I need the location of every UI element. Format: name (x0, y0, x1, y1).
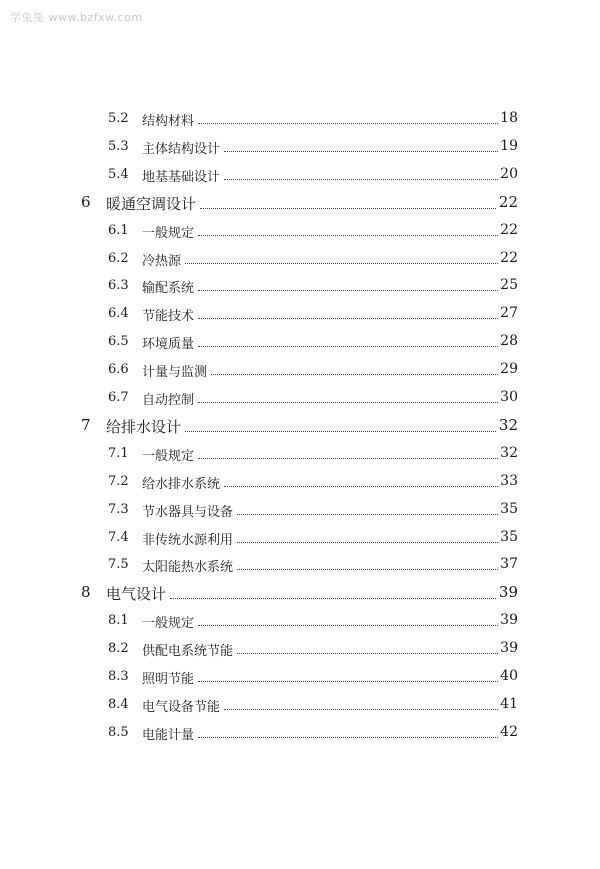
toc-leader-dots (198, 123, 500, 124)
toc-entry-page: 30 (500, 389, 518, 405)
toc-entry-page: 22 (498, 192, 518, 211)
watermark: 学兔兔 www.bzfxw.com (10, 11, 143, 24)
toc-entry-number: 7.2 (108, 473, 129, 489)
toc-entry[interactable] (0, 610, 600, 630)
toc-entry-number: 6.3 (108, 278, 129, 294)
toc-entry-number: 7.1 (108, 445, 129, 461)
toc-entry-title: 自动控制 (142, 389, 196, 408)
toc-leader-dots (185, 431, 500, 432)
toc-leader-dots (198, 681, 500, 682)
toc-entry-page: 27 (500, 305, 518, 322)
toc-entry-number: 6 (81, 192, 91, 211)
toc-entry[interactable] (0, 554, 600, 574)
toc-entry-title: 冷热源 (142, 250, 183, 269)
toc-leader-dots (211, 374, 500, 375)
toc-entry[interactable] (0, 471, 600, 491)
toc-entry-title: 非传统水源利用 (142, 529, 235, 548)
toc-entry[interactable] (0, 275, 600, 295)
toc-leader-dots (198, 625, 500, 626)
toc-entry[interactable] (0, 694, 600, 714)
toc-entry-number: 6.2 (108, 250, 129, 266)
toc-entry-title: 主体结构设计 (142, 138, 222, 157)
toc-entry-page: 22 (500, 249, 518, 266)
toc-entry-page: 28 (500, 333, 518, 350)
toc-entry-title: 照明节能 (142, 668, 196, 687)
toc-entry-number: 8.5 (108, 724, 129, 740)
toc-entry-title: 给排水设计 (106, 417, 182, 436)
toc-entry-page: 39 (498, 583, 518, 602)
toc-entry-title: 地基基础设计 (142, 166, 222, 185)
toc-entry-page: 39 (500, 612, 518, 629)
toc-leader-dots (237, 514, 500, 515)
toc-entry-number: 8.4 (108, 696, 129, 712)
toc-entry[interactable] (0, 108, 600, 128)
toc-leader-dots (198, 402, 500, 403)
toc-entry-number: 7.3 (108, 501, 129, 517)
toc-entry-title: 供配电系统节能 (142, 640, 235, 659)
toc-leader-dots (224, 486, 500, 487)
toc-leader-dots (198, 290, 500, 291)
toc-entry[interactable] (0, 220, 600, 240)
toc-entry-title: 电气设计 (106, 585, 167, 604)
toc-entry[interactable] (0, 443, 600, 463)
toc-entry-number: 6.7 (108, 390, 129, 405)
toc-leader-dots (185, 263, 500, 264)
toc-entry-title: 给水排水系统 (142, 473, 222, 492)
toc-entry-number: 8.1 (108, 613, 129, 629)
toc-entry-page: 33 (500, 472, 518, 489)
toc-entry-number: 7.5 (108, 557, 129, 573)
toc-entry[interactable] (0, 303, 600, 323)
toc-entry-number: 7 (81, 415, 91, 434)
toc-leader-dots (224, 709, 500, 710)
toc-leader-dots (198, 458, 500, 459)
toc-entry-title: 输配系统 (142, 277, 196, 296)
toc-entry-number: 5.3 (108, 138, 129, 154)
toc-entry-page: 25 (500, 277, 518, 294)
toc-entry-title: 结构材料 (142, 110, 196, 129)
toc-entry-title: 节水器具与设备 (142, 501, 235, 520)
toc-entry[interactable] (0, 666, 600, 686)
toc-leader-dots (224, 151, 500, 152)
toc-entry[interactable] (0, 192, 600, 212)
toc-entry[interactable] (0, 415, 600, 435)
toc-entry-title: 节能技术 (142, 305, 196, 324)
toc-entry-title: 太阳能热水系统 (142, 556, 235, 575)
toc-entry-page: 29 (500, 361, 518, 378)
toc-entry-page: 32 (498, 415, 518, 434)
toc-entry-page: 20 (500, 165, 518, 182)
toc-entry-title: 一般规定 (142, 222, 196, 241)
toc-leader-dots (237, 653, 500, 654)
toc-leader-dots (237, 542, 500, 543)
toc-entry-page: 19 (500, 137, 518, 154)
toc-entry-number: 6.6 (108, 362, 129, 378)
toc-entry-number: 6.1 (108, 222, 129, 238)
toc-entry-number: 6.5 (108, 334, 129, 350)
toc-entry[interactable] (0, 136, 600, 156)
toc-entry-page: 18 (500, 110, 518, 126)
toc-entry[interactable] (0, 722, 600, 742)
toc-entry-number: 8.3 (108, 669, 129, 684)
toc-leader-dots (198, 235, 500, 236)
toc-entry[interactable] (0, 387, 600, 407)
toc-leader-dots (224, 179, 500, 180)
toc-entry-number: 7.4 (108, 529, 129, 545)
toc-entry-number: 6.4 (108, 306, 129, 322)
toc-entry-title: 暖通空调设计 (106, 194, 197, 213)
toc-entry[interactable] (0, 527, 600, 547)
toc-leader-dots (170, 598, 500, 599)
toc-entry[interactable] (0, 638, 600, 658)
toc-entry-title: 电气设备节能 (142, 696, 222, 715)
toc-leader-dots (200, 208, 500, 209)
toc-entry-page: 35 (500, 528, 518, 545)
toc-entry-page: 37 (500, 556, 518, 573)
toc-entry[interactable] (0, 582, 600, 602)
toc-entry-number: 8 (81, 583, 91, 602)
toc-entry[interactable] (0, 164, 600, 184)
toc-leader-dots (198, 346, 500, 347)
toc-entry-number: 5.4 (108, 166, 129, 182)
toc-leader-dots (198, 737, 500, 738)
toc-entry-page: 40 (500, 668, 518, 684)
toc-entry[interactable] (0, 359, 600, 379)
toc-entry-number: 8.2 (108, 641, 129, 657)
toc-entry-title: 环境质量 (142, 333, 196, 352)
toc-entry[interactable] (0, 499, 600, 519)
toc-leader-dots (198, 318, 500, 319)
toc-entry[interactable] (0, 248, 600, 268)
toc-entry-page: 22 (500, 221, 518, 238)
toc-leader-dots (237, 569, 500, 570)
toc-entry[interactable] (0, 331, 600, 351)
toc-entry-title: 一般规定 (142, 612, 196, 631)
toc-entry-title: 计量与监测 (142, 361, 209, 380)
toc-entry-page: 39 (500, 640, 518, 657)
toc-entry-page: 41 (500, 695, 518, 712)
toc-entry-title: 一般规定 (142, 445, 196, 464)
toc-entry-page: 35 (500, 500, 518, 517)
toc-entry-page: 42 (500, 723, 518, 740)
toc-entry-title: 电能计量 (142, 724, 196, 743)
toc-entry-number: 5.2 (108, 111, 129, 126)
toc-entry-page: 32 (500, 444, 518, 461)
